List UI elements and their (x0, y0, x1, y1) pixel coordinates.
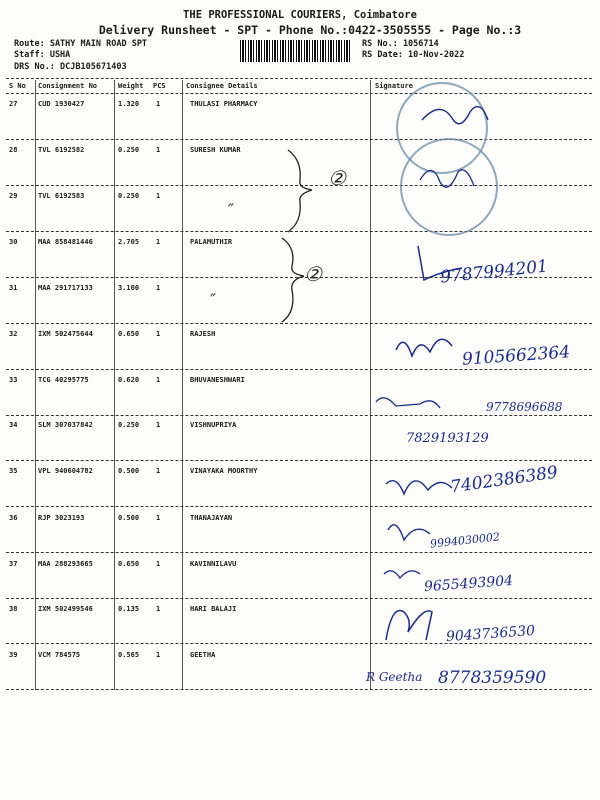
row-consignee: THULASI PHARMACY (190, 100, 258, 108)
ditto-mark-2: ″ (210, 290, 216, 309)
signature-27 (422, 107, 488, 124)
signature-28 (420, 170, 474, 187)
row-sno: 30 (9, 238, 18, 246)
signature-33 (376, 398, 440, 408)
row-pcs: 1 (156, 238, 161, 246)
phone-note-39: 8778359590 (438, 668, 547, 688)
row-consignee: PALAMUTHIR (190, 238, 233, 246)
col-consignment: Consignment No (38, 82, 98, 90)
row-weight: 0.250 (118, 421, 140, 429)
signature-36 (388, 525, 430, 540)
row-consignee: GEETHA (190, 651, 216, 659)
rs-number: RS No.: 1056714 (362, 39, 439, 49)
drs-number: DRS No.: DCJB105671403 (14, 62, 127, 72)
row-consignee: RAJESH (190, 330, 216, 338)
row-consignee: VINAYAKA MOORTHY (190, 467, 258, 475)
row-weight: 0.650 (118, 330, 140, 338)
phone-note-32: 9105662364 (461, 342, 571, 370)
col-consignee: Consignee Details (186, 82, 258, 90)
row-consignment: VCM 784575 (38, 651, 81, 659)
row-sno: 39 (9, 651, 18, 659)
phone-note-33: 9778696688 (486, 400, 563, 414)
phone-note-36: 9994030002 (429, 530, 501, 551)
col-pcs: PCS (153, 82, 166, 90)
row-weight: 0.135 (118, 605, 140, 613)
phone-note-34: 7829193129 (406, 431, 489, 446)
ditto-mark-1: ″ (228, 200, 234, 219)
row-weight: 0.250 (118, 146, 140, 154)
col-signature: Signature (375, 82, 413, 90)
signature-37 (384, 571, 420, 578)
signature-39: R Geetha (366, 670, 423, 684)
row-consignment: VPL 940604782 (38, 467, 93, 475)
row-pcs: 1 (156, 192, 161, 200)
col-weight: Weight (118, 82, 144, 90)
row-pcs: 1 (156, 560, 161, 568)
row-weight: 3.100 (118, 284, 140, 292)
row-pcs: 1 (156, 284, 161, 292)
row-sno: 35 (9, 467, 18, 475)
row-sno: 32 (9, 330, 18, 338)
row-pcs: 1 (156, 514, 161, 522)
row-weight: 0.565 (118, 651, 140, 659)
row-consignment: RJP 3023193 (38, 514, 85, 522)
brace-group-2 (282, 238, 304, 322)
row-consignee: VISHNUPRIYA (190, 421, 237, 429)
row-weight: 2.705 (118, 238, 140, 246)
row-weight: 0.500 (118, 467, 140, 475)
row-consignment: TVL 6192583 (38, 192, 85, 200)
phone-note-30: 9787994201 (439, 256, 549, 288)
row-weight: 1.320 (118, 100, 140, 108)
col-sno: S No (9, 82, 26, 90)
row-consignment: TVL 6192582 (38, 146, 85, 154)
row-weight: 0.620 (118, 376, 140, 384)
phone-note-35: 7402386389 (449, 462, 560, 498)
signature-35 (386, 481, 452, 494)
row-sno: 27 (9, 100, 18, 108)
runsheet-subtitle: Delivery Runsheet - SPT - Phone No.:0422-3505555 - Page No.:3 (98, 23, 522, 37)
row-consignment: MAA 288293665 (38, 560, 93, 568)
row-pcs: 1 (156, 605, 161, 613)
row-pcs: 1 (156, 376, 161, 384)
brace-group-1 (288, 150, 312, 232)
row-weight: 0.650 (118, 560, 140, 568)
staff-label: Staff: USHA (14, 50, 71, 60)
row-consignment: IXM 502475644 (38, 330, 93, 338)
row-consignee: KAVINNILAVU (190, 560, 237, 568)
row-consignment: TCG 40295775 (38, 376, 89, 384)
row-weight: 0.250 (118, 192, 140, 200)
row-sno: 38 (9, 605, 18, 613)
row-pcs: 1 (156, 330, 161, 338)
row-consignee: HARI BALAJI (190, 605, 237, 613)
row-weight: 0.500 (118, 514, 140, 522)
row-consignment: SLM 307037842 (38, 421, 93, 429)
row-sno: 28 (9, 146, 18, 154)
row-consignment: MAA 858481446 (38, 238, 93, 246)
row-sno: 37 (9, 560, 18, 568)
row-consignee: THANAJAYAN (190, 514, 233, 522)
row-sno: 33 (9, 376, 18, 384)
rs-date: RS Date: 10-Nov-2022 (362, 50, 465, 60)
row-pcs: 1 (156, 421, 161, 429)
signature-32 (396, 339, 452, 356)
row-consignment: CUD 1930427 (38, 100, 85, 108)
row-pcs: 1 (156, 100, 161, 108)
signature-38 (386, 611, 432, 640)
row-consignee: BHUVANESHWARI (190, 376, 245, 384)
route-label: Route: SATHY MAIN ROAD SPT (14, 39, 148, 49)
row-consignment: IXM 502499546 (38, 605, 93, 613)
phone-note-37: 9655493904 (423, 572, 514, 596)
group-mark-2: ② (304, 262, 322, 286)
row-pcs: 1 (156, 467, 161, 475)
row-consignee: SURESH KUMAR (190, 146, 241, 154)
row-sno: 29 (9, 192, 18, 200)
row-sno: 31 (9, 284, 18, 292)
row-pcs: 1 (156, 651, 161, 659)
row-sno: 36 (9, 514, 18, 522)
group-mark-1: ② (328, 166, 346, 190)
row-sno: 34 (9, 421, 18, 429)
runsheet-title: THE PROFESSIONAL COURIERS, Coimbatore (183, 9, 417, 21)
row-pcs: 1 (156, 146, 161, 154)
row-consignment: MAA 291717133 (38, 284, 93, 292)
phone-note-38: 9043736530 (445, 622, 536, 646)
